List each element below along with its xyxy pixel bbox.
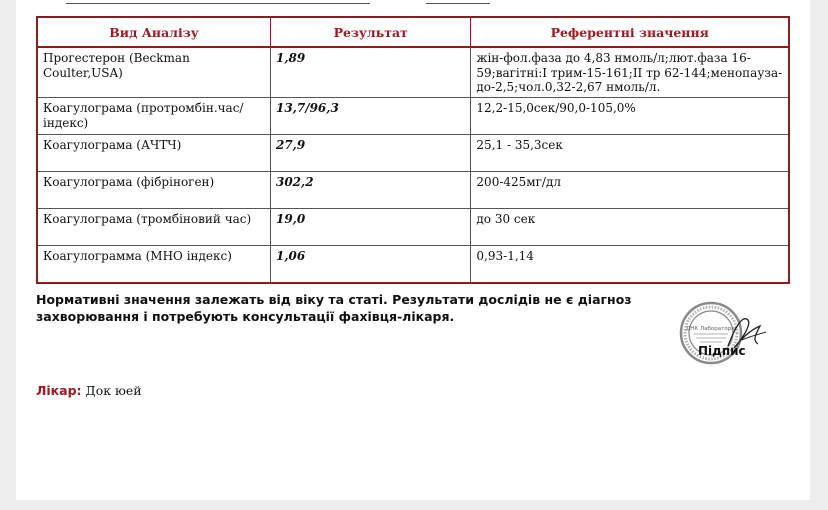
table-row [37, 246, 789, 284]
top-divider [66, 3, 370, 4]
table-row [37, 172, 789, 209]
test-name-cell: Коагулограма (тромбіновий час) [37, 209, 270, 246]
test-name-cell: Коагулограмма (МНО індекс) [37, 246, 270, 284]
doctor-label: Лікар: [36, 383, 82, 398]
reference-cell: до 30 сек [471, 209, 789, 246]
reference-cell: жін-фол.фаза до 4,83 нмоль/л;лют.фаза 16-59;вагітні:I трим-15-161;II тр 62-144;менопауза-до-2,5;чол.0,32-2,67 нмоль/л. [471, 47, 789, 98]
top-divider [426, 3, 490, 4]
test-name-cell: Коагулограма (АЧТЧ) [37, 135, 270, 172]
results-table [36, 16, 790, 284]
result-cell: 302,2 [270, 172, 470, 209]
reference-cell: 0,93-1,14 [471, 246, 789, 284]
table-header-row [37, 17, 789, 47]
test-name-cell: Прогестерон (Beckman Coulter,USA) [37, 47, 270, 98]
header-test-name: Вид Аналізу [37, 17, 270, 47]
doctor-name: Док юей [85, 383, 142, 398]
table-row [37, 135, 789, 172]
test-name-cell: Коагулограма (фібріноген) [37, 172, 270, 209]
lab-report-page [16, 0, 810, 500]
result-cell: 1,06 [270, 246, 470, 284]
stamp-text: ДНК Лабораторія [685, 326, 737, 332]
result-cell: 19,0 [270, 209, 470, 246]
doctor-line [36, 383, 142, 398]
reference-cell: 200-425мг/дл [471, 172, 789, 209]
disclaimer-text: Нормативні значення залежать від віку та статі. Результати дослідів не є діагноз захворювання і потребують консультації фахівця-лікаря. [36, 292, 632, 324]
result-cell: 27,9 [270, 135, 470, 172]
signature-label: Підпис [698, 344, 746, 358]
table-row [37, 98, 789, 135]
reference-cell: 25,1 - 35,3сек [471, 135, 789, 172]
reference-cell: 12,2-15,0сек/90,0-105,0% [471, 98, 789, 135]
header-reference: Референтні значення [471, 17, 789, 47]
table-row [37, 209, 789, 246]
result-cell: 13,7/96,3 [270, 98, 470, 135]
header-result: Результат [270, 17, 470, 47]
table-row [37, 47, 789, 98]
test-name-cell: Коагулограма (протромбін.час/ індекс) [37, 98, 270, 135]
result-cell: 1,89 [270, 47, 470, 98]
